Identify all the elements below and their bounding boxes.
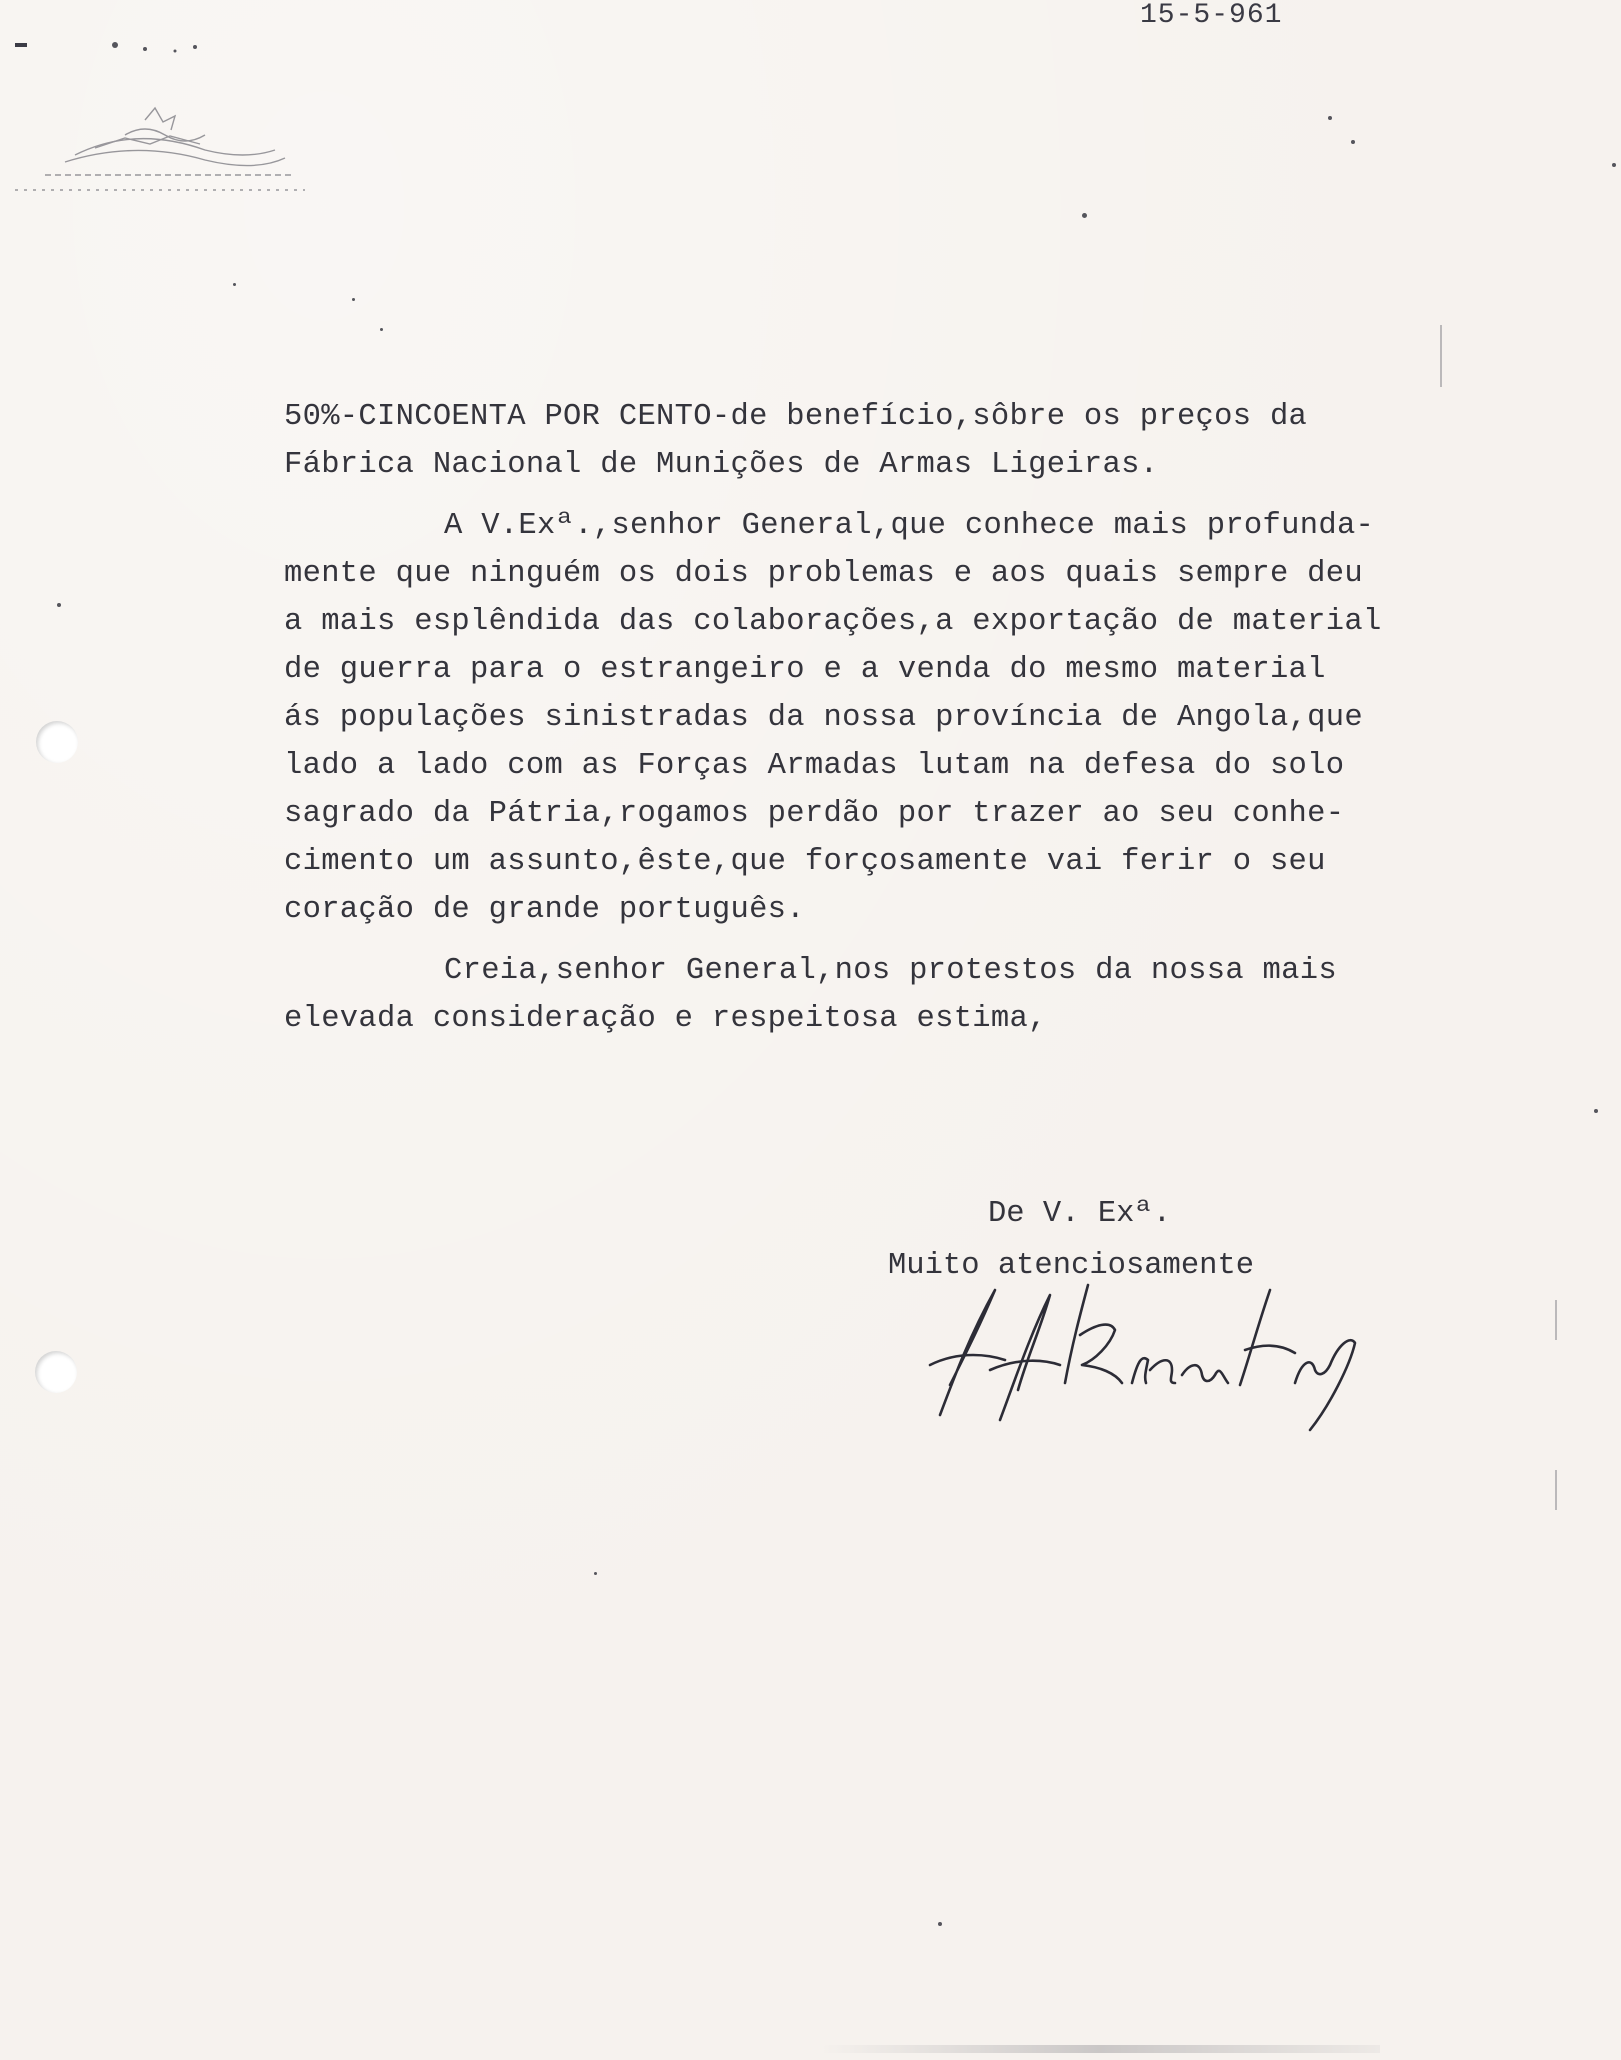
margin-mark: [1440, 325, 1442, 387]
ink-speck: [1594, 1109, 1598, 1113]
paragraph-line: lado a lado com as Forças Armadas lutam na defesa do solo: [284, 749, 1345, 783]
ink-speck: [1351, 140, 1355, 144]
faded-letterhead-emblem: [5, 100, 315, 210]
paragraph-line: cimento um assunto,êste,que forçosamente vai ferir o seu: [284, 845, 1326, 879]
paragraph-line-text: A V.Exª.,senhor General,que conhece mais profunda-: [444, 509, 1375, 543]
paragraph-line: mente que ninguém os dois problemas e aos quais sempre deu: [284, 557, 1363, 591]
document-date: 15-5-961: [1140, 0, 1283, 31]
paragraph-line: ás populações sinistradas da nossa província de Angola,que: [284, 701, 1363, 735]
paragraph-line: Fábrica Nacional de Munições de Armas Ligeiras.: [284, 448, 1159, 482]
paragraph-line: a mais esplêndida das colaborações,a exportação de material: [284, 605, 1382, 639]
top-left-ink-specks: [15, 35, 215, 65]
paragraph-line: sagrado da Pátria,rogamos perdão por trazer ao seu conhe-: [284, 797, 1345, 831]
ink-speck: [594, 1572, 597, 1575]
ink-speck: [380, 328, 383, 331]
punch-hole: [36, 721, 78, 763]
paragraph-line: 50%-CINCOENTA POR CENTO-de benefício,sôbre os preços da: [284, 400, 1308, 434]
margin-mark: [1555, 1300, 1557, 1340]
handwritten-signature: [910, 1265, 1370, 1435]
ink-speck: [57, 603, 61, 607]
paragraph-line: de guerra para o estrangeiro e a venda do mesmo material: [284, 653, 1326, 687]
closing-valediction: Muito atenciosamente: [888, 1249, 1255, 1283]
ink-speck: [1082, 213, 1087, 218]
ink-speck: [233, 283, 236, 286]
punch-hole: [35, 1351, 77, 1393]
bottom-edge-smudge: [820, 2045, 1380, 2053]
paragraph-line: coração de grande português.: [284, 893, 805, 927]
paragraph-line: [284, 502, 1514, 550]
ink-speck: [938, 1922, 942, 1926]
margin-mark: [1555, 1470, 1557, 1510]
ink-speck: [352, 298, 355, 301]
paragraph-line: elevada consideração e respeitosa estima,: [284, 1002, 1047, 1036]
paragraph-line: [284, 947, 1514, 995]
paragraph-line-text: Creia,senhor General,nos protestos da nossa mais: [444, 954, 1337, 988]
ink-speck: [1612, 163, 1616, 167]
letter-body: [284, 393, 1514, 1043]
ink-speck: [1328, 116, 1332, 120]
closing-salutation: De V. Exª.: [988, 1197, 1172, 1231]
